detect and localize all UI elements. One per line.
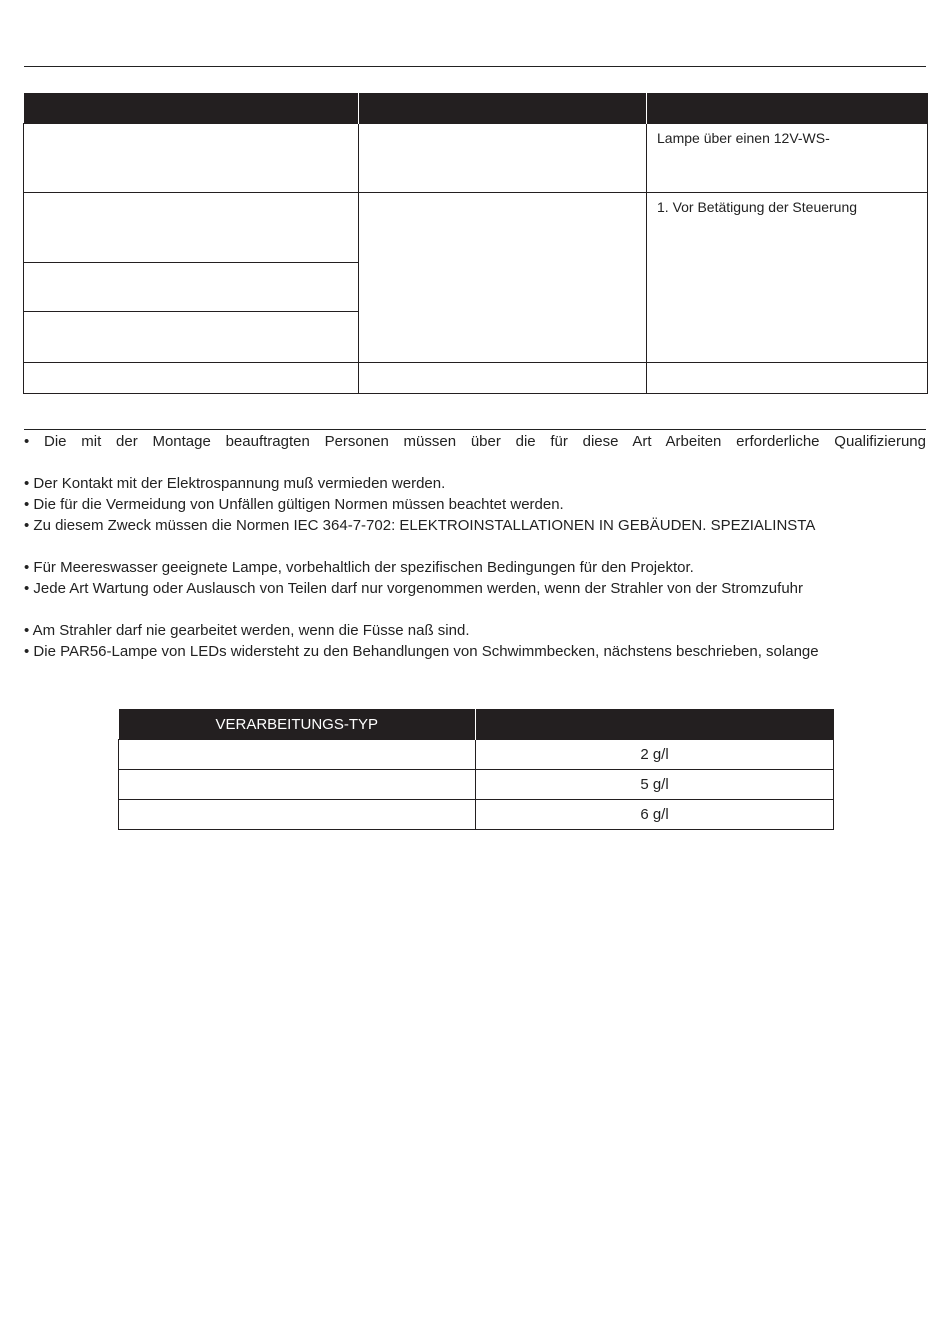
solution-text: 1. Vor Betätigung der Steuerung <box>657 199 858 215</box>
dosage-cell: 5 g/l <box>476 770 834 800</box>
table-cell <box>24 193 359 263</box>
header-problem <box>24 93 359 124</box>
table-header-row <box>24 93 928 124</box>
treatment-type-cell <box>119 800 476 830</box>
table-header-row <box>119 709 834 740</box>
table-cell <box>24 263 359 312</box>
dosage-cell: 2 g/l <box>476 740 834 770</box>
header-dosage <box>476 709 834 740</box>
top-rule <box>24 66 926 67</box>
treatment-type-cell <box>119 740 476 770</box>
troubleshooting-table <box>23 93 928 394</box>
safety-item: • Die für die Vermeidung von Unfällen gültigen Normen müssen beachtet werden. <box>24 496 564 513</box>
table-row <box>24 124 928 193</box>
table-row <box>119 800 834 830</box>
table-row <box>119 770 834 800</box>
header-solution <box>647 93 928 124</box>
table-cell <box>647 363 928 394</box>
table-cell <box>24 124 359 193</box>
solution-text: Lampe über einen 12V-WS- <box>657 130 830 146</box>
treatment-type-cell <box>119 770 476 800</box>
safety-item: • Die PAR56-Lampe von LEDs widersteht zu den Behandlungen von Schwimmbecken, nächstens beschrieben, solange <box>24 643 819 660</box>
table-cell <box>647 124 928 193</box>
table-cell <box>359 193 647 363</box>
header-cause <box>359 93 647 124</box>
dosage-cell: 6 g/l <box>476 800 834 830</box>
table-cell <box>359 363 647 394</box>
table-cell <box>24 363 359 394</box>
table-cell <box>647 193 928 363</box>
safety-item: • Zu diesem Zweck müssen die Normen IEC 364-7-702: ELEKTROINSTALLATIONEN IN GEBÄUDEN. SPEZIALINSTA <box>24 517 816 534</box>
table-row <box>24 193 928 263</box>
safety-item: • Für Meereswasser geeignete Lampe, vorbehaltlich der spezifischen Bedingungen für den Projektor. <box>24 559 694 576</box>
table-cell <box>359 124 647 193</box>
safety-instructions <box>24 431 926 662</box>
safety-item: • Am Strahler darf nie gearbeitet werden, wenn die Füsse naß sind. <box>24 622 470 639</box>
header-treatment-type: VERARBEITUNGS-TYP <box>119 709 476 740</box>
section-rule <box>24 429 926 430</box>
safety-item: • Jede Art Wartung oder Auslausch von Teilen darf nur vorgenommen werden, wenn der Strahler von der Stromzufuhr <box>24 580 803 597</box>
safety-item: • Der Kontakt mit der Elektrospannung muß vermieden werden. <box>24 475 446 492</box>
treatment-table <box>118 709 834 830</box>
table-row <box>119 740 834 770</box>
table-cell <box>24 312 359 363</box>
table-row <box>24 363 928 394</box>
safety-item: • Die mit der Montage beauftragten Personen müssen über die für diese Art Arbeiten erforderliche Qualifizierung <box>24 433 926 450</box>
